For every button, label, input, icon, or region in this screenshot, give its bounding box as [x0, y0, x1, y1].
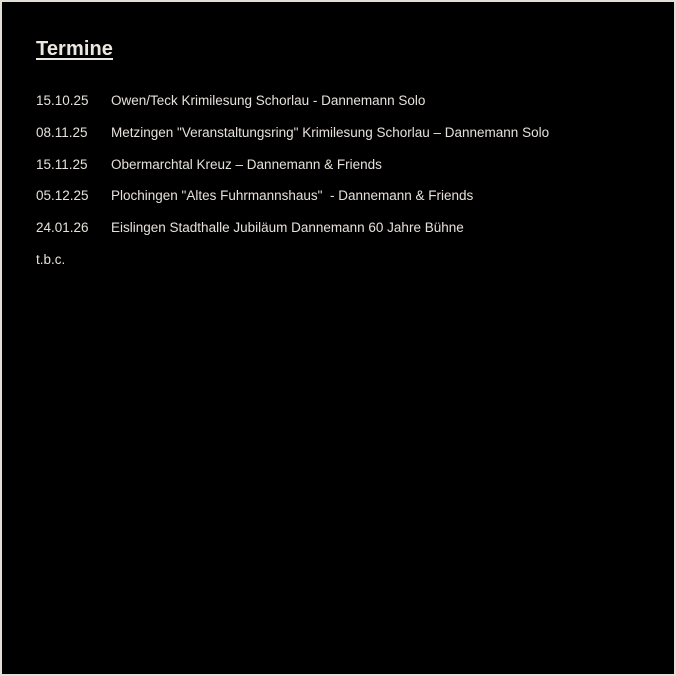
- event-text: Eislingen Stadthalle Jubiläum Dannemann 60 Jahre Bühne: [111, 220, 464, 236]
- event-row: [36, 220, 656, 252]
- event-text: Obermarchtal Kreuz – Dannemann & Friends: [111, 156, 382, 172]
- event-list: [36, 93, 656, 284]
- event-date: 15.11.25: [36, 156, 88, 172]
- event-date: 15.10.25: [36, 93, 89, 108]
- event-row: [36, 188, 656, 220]
- page-title: Termine: [36, 38, 114, 60]
- tbc-note-text: t.b.c.: [36, 251, 66, 267]
- event-row: [36, 157, 656, 189]
- event-row: [36, 125, 656, 157]
- event-text: Plochingen "Altes Fuhrmannshaus" - Dannemann & Friends: [111, 188, 474, 204]
- event-date: 05.12.25: [36, 188, 89, 204]
- event-date: 24.01.26: [36, 220, 89, 236]
- event-text: Owen/Teck Krimilesung Schorlau - Dannemann Solo: [111, 93, 426, 108]
- event-text: Metzingen "Veranstaltungsring" Krimilesung Schorlau – Dannemann Solo: [111, 124, 550, 140]
- event-date: 08.11.25: [36, 124, 88, 140]
- event-row: [36, 93, 656, 125]
- tbc-note: [36, 252, 656, 284]
